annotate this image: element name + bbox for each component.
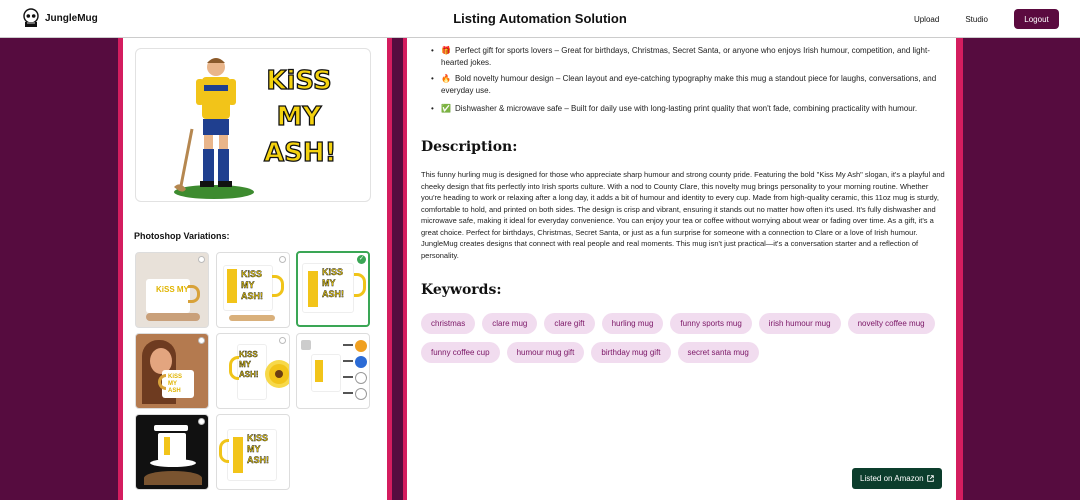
- feature-bullet-text: Dishwasher & microwave safe – Built for daily use with long-lasting print quality that won't fade, combining practicality with humour.: [454, 104, 918, 113]
- keyword-chip[interactable]: humour mug gift: [507, 342, 585, 363]
- variation-thumbnail[interactable]: KiSS MY ASH: [135, 333, 209, 409]
- feature-bullet: • ✅ Dishwasher & microwave safe – Built for daily use with long-lasting print quality that won't fade, combining practicality with humour.: [431, 104, 918, 113]
- variation-thumbnail[interactable]: KiSS MY: [135, 252, 209, 328]
- fire-icon: 🔥: [441, 74, 451, 83]
- check-icon: ✅: [441, 104, 451, 113]
- nav-studio-link[interactable]: Studio: [965, 14, 988, 24]
- slogan-text: [264, 63, 337, 171]
- variation-thumbnail-selected[interactable]: KiSS MY ASH! ✓: [296, 251, 370, 327]
- main-nav: [914, 9, 1059, 29]
- feature-bullet-text: Perfect gift for sports lovers – Great for birthdays, Christmas, Secret Santa, or anyone who enjoys Irish humour, competition, and light-hearted jokes.: [441, 46, 930, 67]
- slogan-line-2: MY: [276, 102, 322, 132]
- product-image-panel: [118, 38, 392, 500]
- keyword-chips: [421, 313, 951, 363]
- feature-bullet: • 🔥 Bold novelty humour design – Clean layout and eye-catching typography make this mug a standout piece for laughs, conversations, and everyday use.: [431, 74, 937, 95]
- keyword-chip[interactable]: novelty coffee mug: [848, 313, 935, 334]
- product-image-card: [123, 38, 387, 500]
- description-text: This funny hurling mug is designed for those who appreciate sharp humour and strong county pride. Featuring the bold "Kiss My Ash" slogan, it's a playful and cheeky design that fits perfectly into Irish sports culture. With a nod to County Clare, this novelty mug brings personality to your morning routine. Whether you're heading to work or relaxing after a long day, it adds a bit of humour and identity to every cup. Made from high-quality ceramic, this 11oz mug is sturdy, comfortable to hold, and printed on both sides. The design is crisp and vibrant, ensuring it stands out no matter how often it's used. It's fully dishwasher and microwave safe, making it ideal for everyday convenience. You can enjoy your tea or coffee without worrying about wear or fading over time. As a gift, it's a great choice. Perfect for birthdays, Christmas, Secret Santa, or just as a fun surprise for someone with a connection to Clare or a love of Irish humour. JungleMug creates designs that connect with real people and real moments. This mug isn't just practical—it's a conversation starter and a reflection of personality.: [421, 170, 945, 260]
- logout-button[interactable]: Logout: [1014, 9, 1059, 29]
- skull-logo-icon: [22, 8, 40, 28]
- main-product-image[interactable]: [135, 48, 371, 202]
- variation-radio[interactable]: [198, 256, 205, 263]
- variation-radio[interactable]: [279, 256, 286, 263]
- selected-check-icon: ✓: [358, 256, 365, 262]
- variation-thumbnail[interactable]: KiSS MY ASH!: [216, 414, 290, 490]
- keyword-chip[interactable]: hurling mug: [602, 313, 664, 334]
- variation-radio[interactable]: [198, 418, 205, 425]
- variation-thumbnail[interactable]: KiSS MY ASH!: [216, 333, 290, 409]
- keyword-chip[interactable]: funny sports mug: [670, 313, 751, 334]
- variation-radio[interactable]: [198, 337, 205, 344]
- gift-icon: 🎁: [441, 46, 451, 55]
- nav-upload-link[interactable]: Upload: [913, 14, 940, 24]
- variation-thumbnail[interactable]: KiSS MY ASH!: [216, 252, 290, 328]
- feature-bullet: • 🎁 Perfect gift for sports lovers – Great for birthdays, Christmas, Secret Santa, or anyone who enjoys Irish humour, competition, and light-hearted jokes.: [431, 46, 930, 67]
- page-title: Listing Automation Solution: [453, 11, 627, 26]
- listing-details-card: [407, 38, 956, 500]
- external-link-icon: [927, 475, 934, 482]
- variations-heading: Photoshop Variations:: [134, 231, 230, 241]
- listed-on-amazon-button[interactable]: [852, 468, 942, 489]
- keyword-chip[interactable]: secret santa mug: [678, 342, 759, 363]
- keyword-chip[interactable]: clare gift: [544, 313, 594, 334]
- hurler-design-image: [136, 49, 371, 202]
- feature-bullet-text: Bold novelty humour design – Clean layout and eye-catching typography make this mug a standout piece for laughs, conversations, and everyday use.: [441, 74, 937, 95]
- slogan-line-3: ASH!: [264, 138, 337, 168]
- top-bar: [0, 0, 1080, 38]
- variation-thumbnail[interactable]: [135, 414, 209, 490]
- brand-logo[interactable]: [22, 8, 98, 28]
- description-heading: Description:: [421, 139, 518, 155]
- amazon-button-label: Listed on Amazon: [860, 474, 924, 483]
- keyword-chip[interactable]: clare mug: [482, 313, 537, 334]
- variation-thumbnail[interactable]: [296, 333, 370, 409]
- keyword-chip[interactable]: irish humour mug: [759, 313, 841, 334]
- keyword-chip[interactable]: birthday mug gift: [591, 342, 670, 363]
- listing-details-panel: [403, 38, 963, 500]
- variation-radio[interactable]: [279, 337, 286, 344]
- slogan-line-1: KiSS: [266, 66, 332, 96]
- keyword-chip[interactable]: funny coffee cup: [421, 342, 500, 363]
- keywords-heading: Keywords:: [421, 282, 502, 298]
- brand-name: JungleMug: [45, 12, 98, 24]
- keyword-chip[interactable]: christmas: [421, 313, 475, 334]
